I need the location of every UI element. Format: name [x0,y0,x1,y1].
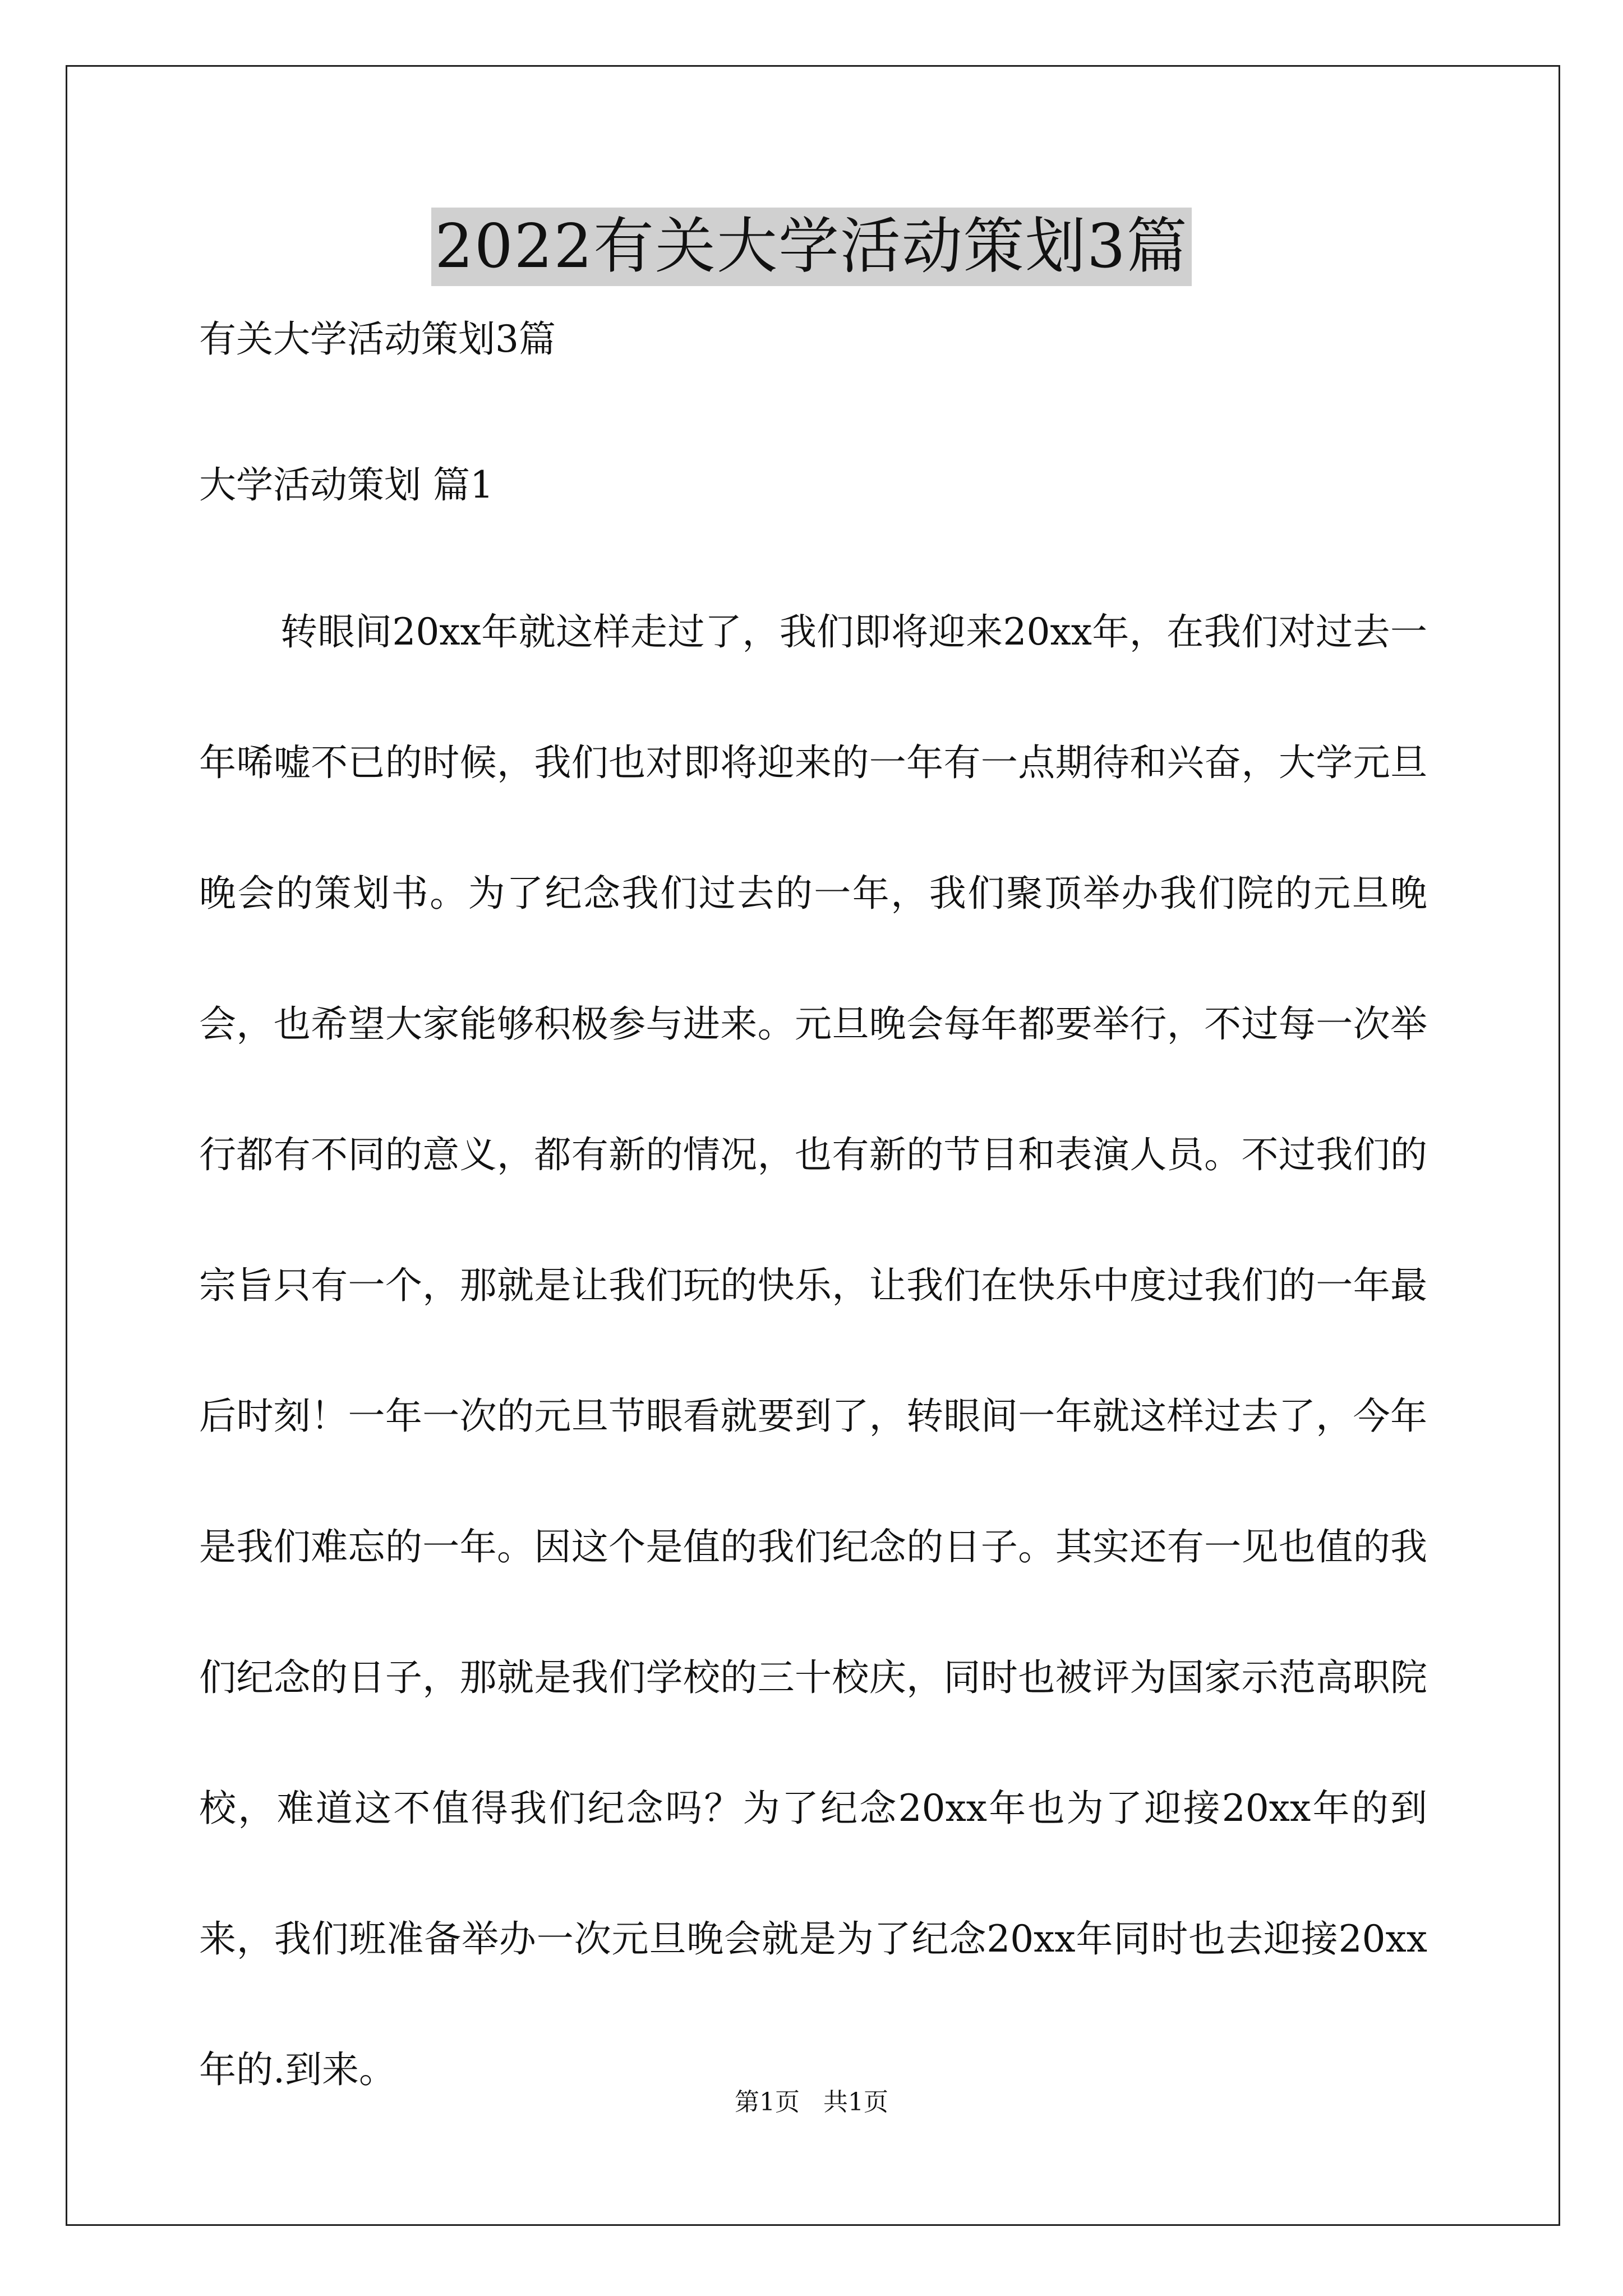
document-subtitle: 有关大学活动策划3篇 [199,318,556,361]
title-container [0,208,1623,286]
body-paragraph: 转眼间20xx年就这样走过了，我们即将迎来20xx年，在我们对过去一年唏嘘不已的时候，我们也对即将迎来的一年有一点期待和兴奋，大学元旦晚会的策划书。为了纪念我们过去的一年，我们聚顶举办我们院的元旦晚会，也希望大家能够积极参与进来。元旦晚会每年都要举行，不过每一次举行都有不同的意义，都有新的情况，也有新的节目和表演人员。不过我们的宗旨只有一个，那就是让我们玩的快乐，让我们在快乐中度过我们的一年最后时刻！一年一次的元旦节眼看就要到了，转眼间一年就这样过去了，今年是我们难忘的一年。因这个是值的我们纪念的日子。其实还有一见也值的我们纪念的日子，那就是我们学校的三十校庆，同时也被评为国家示范高职院校，难道这不值得我们纪念吗？为了纪念20xx年也为了迎接20xx年的到来，我们班准备举办一次元旦晚会就是为了纪念20xx年同时也去迎接20xx年的.到来。 [199,610,1427,2091]
section-heading: 大学活动策划 篇1 [199,463,494,507]
document-title: 2022有关大学活动策划3篇 [431,208,1192,286]
page-footer: 第1页 共1页 [735,2088,888,2116]
